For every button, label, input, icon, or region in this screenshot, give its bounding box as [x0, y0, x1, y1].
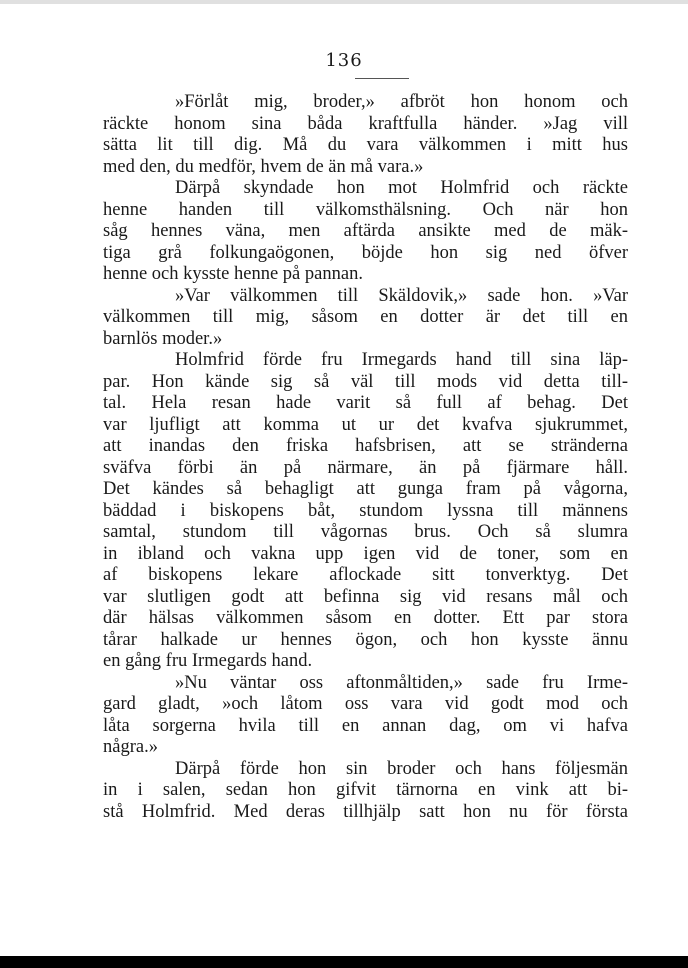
text-line: där hälsas välkommen såsom en dotter. Ett par stora	[103, 608, 628, 628]
text-line: par. Hon kände sig så väl till mods vid detta till-	[103, 371, 628, 392]
text-line: henne och kysste henne på pannan.	[103, 264, 363, 284]
text-line: bäddad i biskopens båt, stundom lyssna till männens	[103, 500, 628, 521]
text-line: »Nu väntar oss aftonmåltiden,» sade fru Irme-	[175, 672, 628, 693]
text-line: »Förlåt mig, broder,» afbröt hon honom och	[175, 92, 628, 112]
text-line: Därpå skyndade hon mot Holmfrid och räckte	[175, 178, 628, 198]
scan-top-edge	[0, 0, 688, 4]
text-line: sväfva förbi än på närmare, än på fjärmare håll.	[103, 457, 628, 478]
page-number-rule	[355, 78, 409, 79]
text-line: tiga grå folkungaögonen, böjde hon sig ned öfver	[103, 242, 628, 263]
text-line: låta sorgerna hvila till en annan dag, om vi hafva	[103, 715, 628, 736]
text-line: af biskopens lekare aflockade sitt tonverktyg. Det	[103, 565, 628, 585]
text-line: var ljufligt att komma ut ur det kvafva sjukrummet,	[103, 414, 628, 435]
text-line: såg hennes väna, men aftärda ansikte med de mäk-	[103, 221, 628, 241]
text-line: in ibland och vakna upp igen vid de toner, som en	[103, 543, 628, 564]
page-number: 136	[325, 50, 363, 71]
text-line: barnlös moder.»	[103, 328, 223, 349]
text-line: in i salen, sedan hon gifvit tärnorna en vink att bi-	[103, 780, 628, 800]
text-line: samtal, stundom till vågornas brus. Och så slumra	[103, 522, 628, 542]
text-line: med den, du medför, hvem de än må vara.»	[103, 156, 424, 177]
text-line: tal. Hela resan hade varit så full af behag. Det	[103, 393, 628, 413]
text-line: Holmfrid förde fru Irmegards hand till sina läp-	[175, 350, 628, 370]
scan-bottom-edge	[0, 956, 688, 968]
text-line: en gång fru Irmegards hand.	[103, 651, 313, 671]
text-line: »Var välkommen till Skäldovik,» sade hon. »Var	[175, 285, 628, 306]
text-line: var slutligen godt att befinna sig vid resans mål och	[103, 586, 628, 607]
text-line: henne handen till välkomsthälsning. Och när hon	[103, 199, 628, 220]
text-line: sätta lit till dig. Må du vara välkommen i mitt hus	[103, 135, 628, 155]
body-text	[103, 92, 628, 823]
text-line: gard gladt, »och låtom oss vara vid godt mod och	[103, 694, 628, 714]
text-line: att inandas den friska hafsbrisen, att se stränderna	[103, 436, 628, 456]
text-line: välkommen till mig, såsom en dotter är det till en	[103, 307, 628, 327]
text-line: Det kändes så behagligt att gunga fram på vågorna,	[103, 479, 628, 499]
text-line: stå Holmfrid. Med deras tillhjälp satt hon nu för första	[103, 801, 628, 822]
text-line: några.»	[103, 737, 158, 757]
text-line: tårar halkade ur hennes ögon, och hon kysste ännu	[103, 629, 628, 650]
text-line: räckte honom sina båda kraftfulla händer. »Jag vill	[103, 113, 628, 134]
text-line: Därpå förde hon sin broder och hans följesmän	[175, 758, 628, 779]
